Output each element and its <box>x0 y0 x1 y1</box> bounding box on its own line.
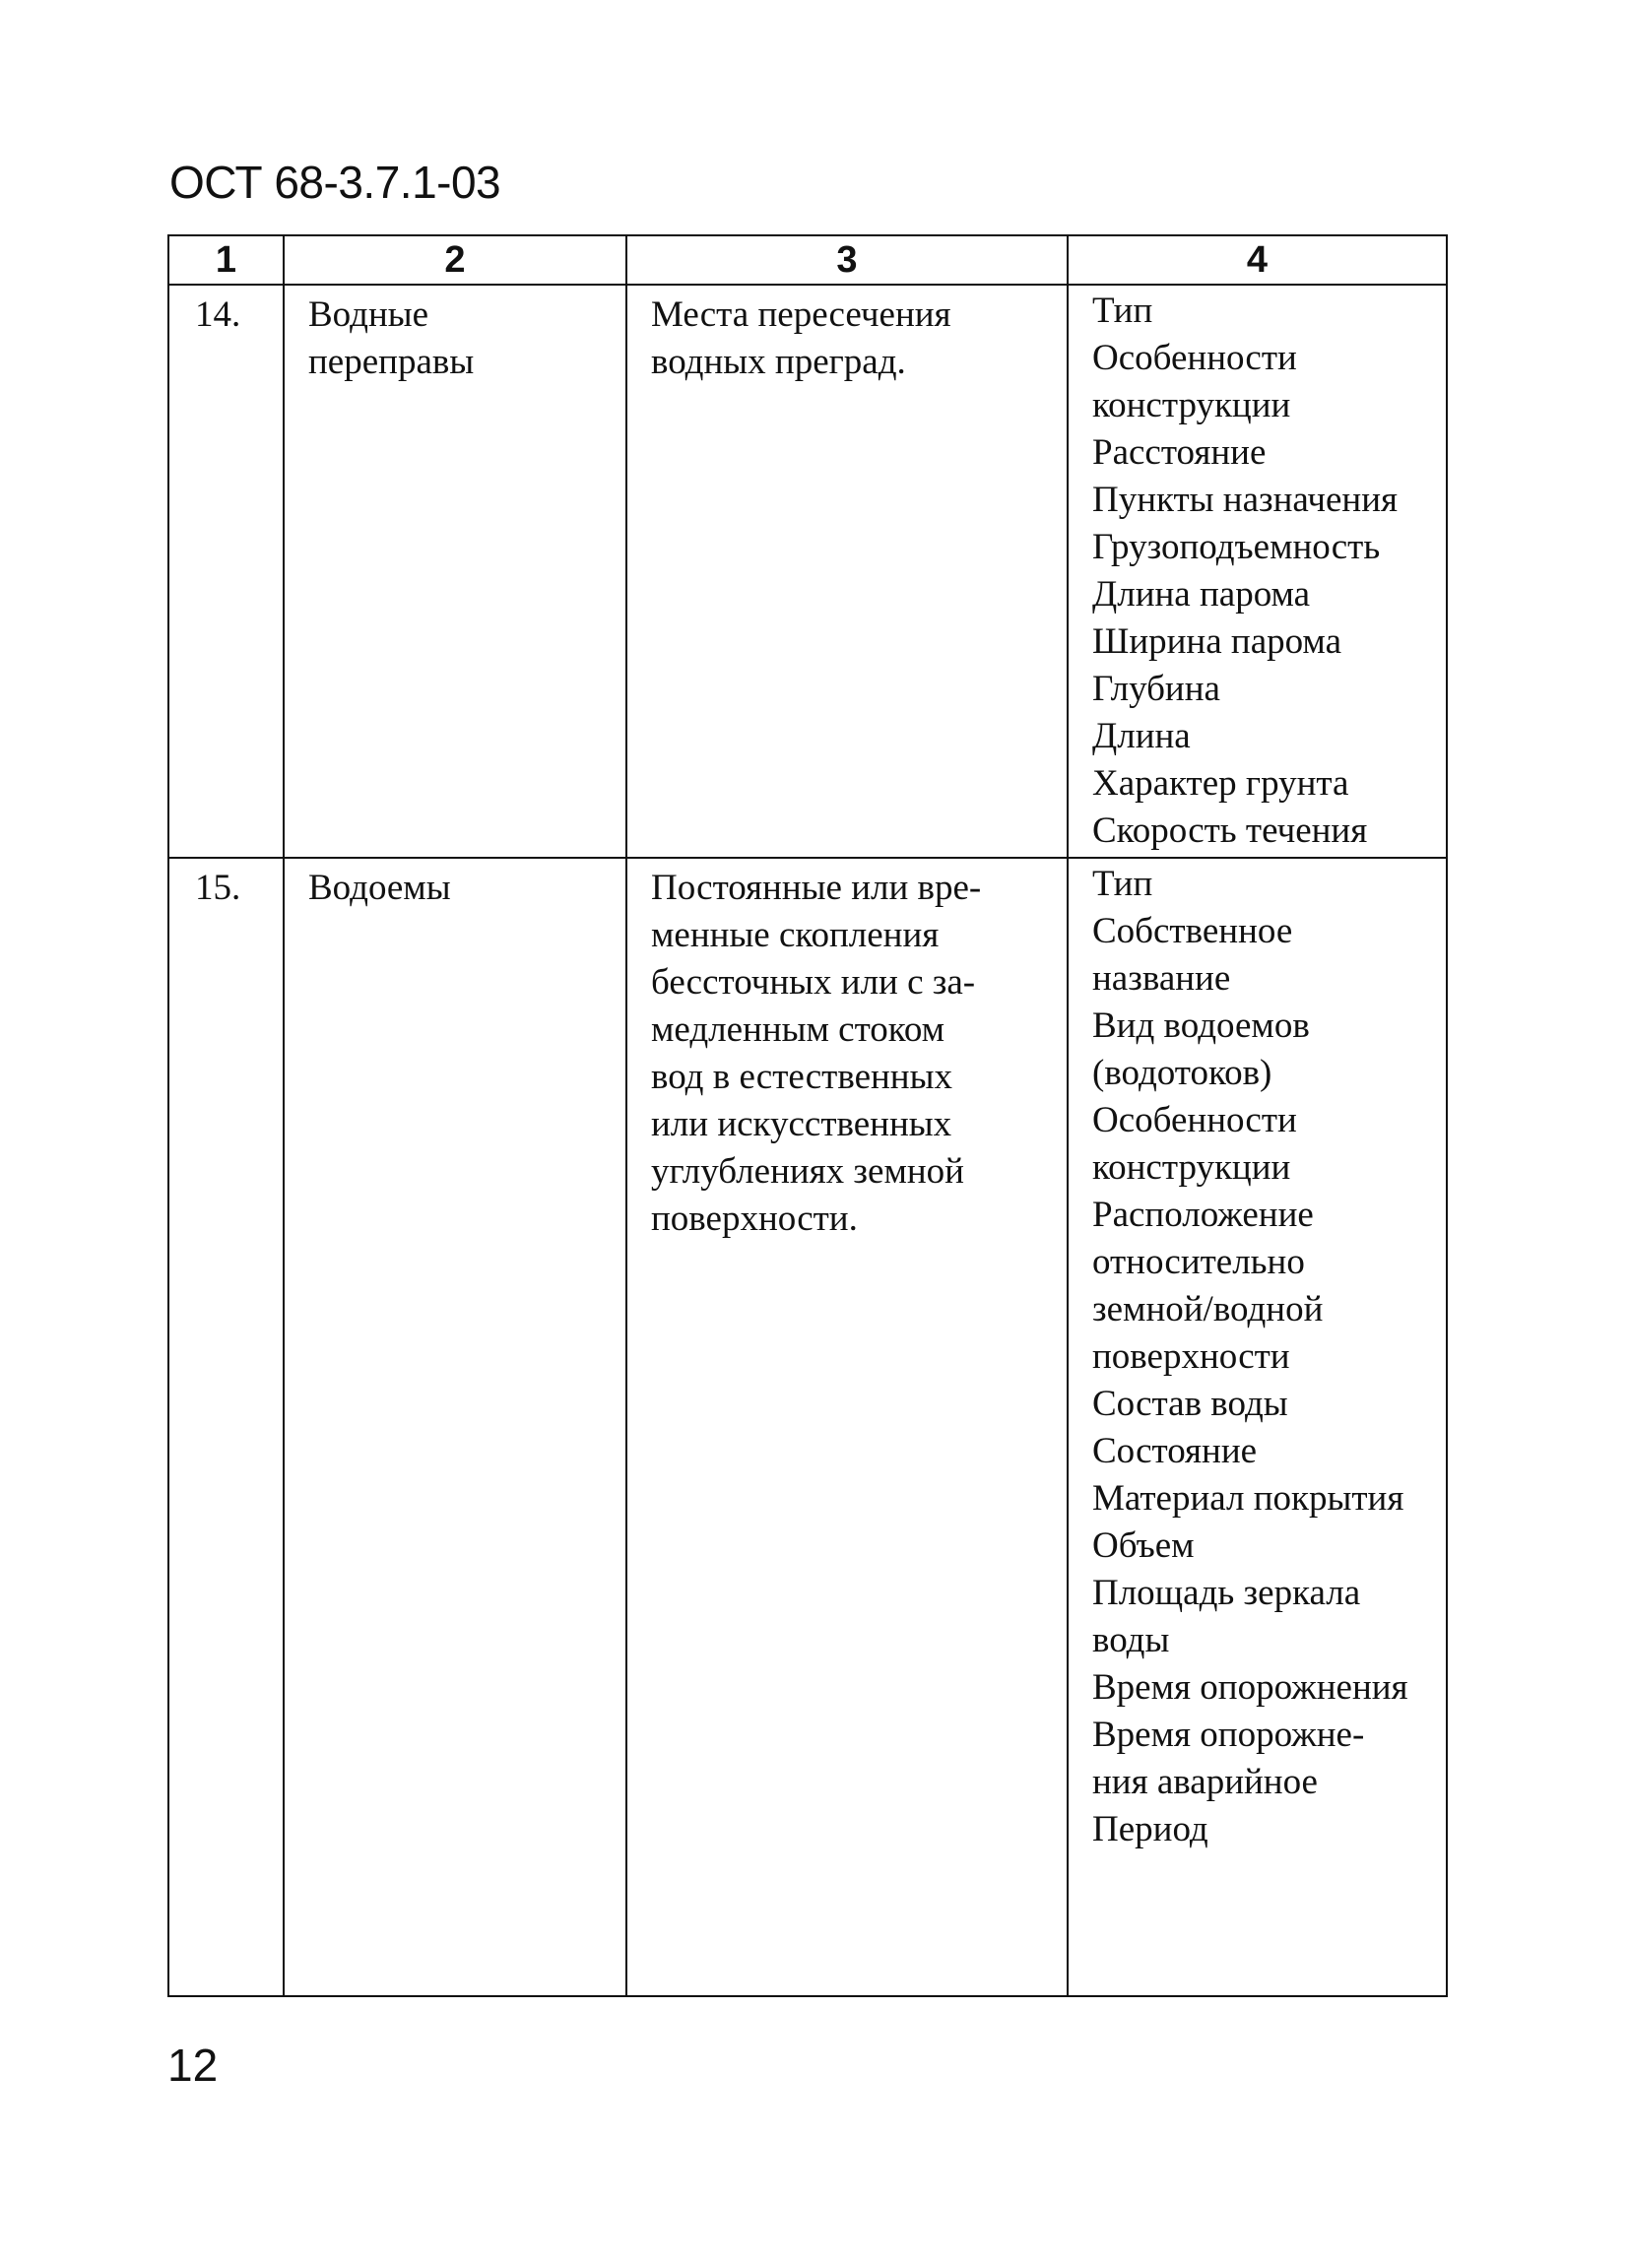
attribute-line: Скорость течения <box>1092 810 1368 851</box>
attribute-line: земной/водной <box>1092 1289 1324 1329</box>
row-number: 15. <box>168 858 284 1996</box>
object-name <box>284 285 626 858</box>
attribute-line: Вид водоемов <box>1092 1005 1310 1046</box>
table-header-row <box>168 235 1447 285</box>
text-line: водных преград. <box>651 342 906 382</box>
attribute-line: Состав воды <box>1092 1384 1288 1424</box>
attribute-line: Собственное <box>1092 911 1293 951</box>
attribute-line: Материал покрытия <box>1092 1478 1404 1519</box>
attribute-line: Время опорожне- <box>1092 1715 1365 1755</box>
feature-attributes-table <box>167 234 1448 1997</box>
attribute-line: ния аварийное <box>1092 1762 1318 1802</box>
text-line: бессточных или с за- <box>651 962 976 1003</box>
attribute-line: Площадь зеркала <box>1092 1573 1361 1613</box>
column-header-4: 4 <box>1068 235 1447 285</box>
attribute-line: Пункты назначения <box>1092 480 1399 520</box>
attribute-line: Расстояние <box>1092 432 1267 473</box>
text-line: или искусственных <box>651 1104 952 1144</box>
attribute-line: Длина <box>1092 716 1191 756</box>
attribute-line: (водотоков) <box>1092 1053 1272 1093</box>
attribute-line: конструкции <box>1092 1147 1291 1188</box>
attribute-line: Тип <box>1092 291 1153 331</box>
document-code-header: ОСТ 68-3.7.1-03 <box>169 157 501 208</box>
text-line: менные скопления <box>651 915 940 955</box>
attribute-line: Особенности <box>1092 338 1297 378</box>
object-description <box>626 285 1068 858</box>
column-header-3: 3 <box>626 235 1068 285</box>
attribute-line: Объем <box>1092 1525 1195 1566</box>
table-row <box>168 858 1447 1996</box>
text-line: Водные <box>308 294 429 335</box>
attribute-line: Характер грунта <box>1092 763 1349 804</box>
attribute-line: Грузоподъемность <box>1092 527 1381 567</box>
text-line: переправы <box>308 342 475 382</box>
text-line: Водоемы <box>308 868 451 908</box>
attribute-line: относительно <box>1092 1242 1305 1282</box>
attribute-line: Глубина <box>1092 669 1220 709</box>
attribute-line: поверхности <box>1092 1336 1290 1377</box>
object-description <box>626 858 1068 1996</box>
column-header-1: 1 <box>168 235 284 285</box>
text-line: медленным стоком <box>651 1009 945 1050</box>
attribute-line: Длина парома <box>1092 574 1311 615</box>
attribute-line: Особенности <box>1092 1100 1297 1140</box>
text-line: Постоянные или вре- <box>651 868 982 908</box>
text-line: вод в естественных <box>651 1057 952 1097</box>
attribute-line: Состояние <box>1092 1431 1258 1471</box>
table-row <box>168 285 1447 858</box>
attribute-line: воды <box>1092 1620 1170 1660</box>
object-attributes <box>1068 285 1447 858</box>
attribute-line: Расположение <box>1092 1195 1314 1235</box>
attribute-line: Период <box>1092 1809 1208 1849</box>
text-line: углублениях земной <box>651 1151 964 1192</box>
text-line: Места пересечения <box>651 294 951 335</box>
object-name <box>284 858 626 1996</box>
column-header-2: 2 <box>284 235 626 285</box>
attribute-line: название <box>1092 958 1231 999</box>
page-number: 12 <box>167 2040 219 2091</box>
attribute-line: Время опорожнения <box>1092 1667 1408 1708</box>
row-number: 14. <box>168 285 284 858</box>
attribute-line: Ширина парома <box>1092 621 1342 662</box>
text-line: поверхности. <box>651 1199 858 1239</box>
attribute-line: конструкции <box>1092 385 1291 425</box>
attribute-line: Тип <box>1092 864 1153 904</box>
object-attributes <box>1068 858 1447 1996</box>
